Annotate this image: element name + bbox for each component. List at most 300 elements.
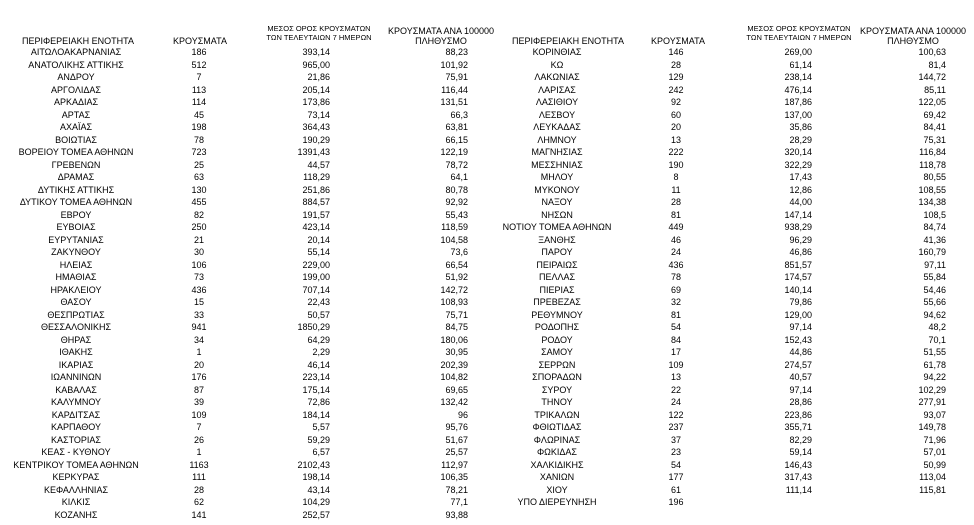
left-rate-per-100k-value: 95,76 <box>445 422 468 432</box>
header-rate-right-1: ΚΡΟΥΣΜΑΤΑ ΑΝΑ 100000 <box>860 26 966 36</box>
left-avg-7day-value: 251,86 <box>302 184 330 195</box>
right-rate-per-100k-value: 71,96 <box>923 434 946 445</box>
table-row <box>0 209 974 222</box>
right-region-name: ΥΠΟ ΔΙΕΡΕΥΝΗΣΗ <box>517 497 597 507</box>
right-region-name: ΦΘΙΩΤΙΔΑΣ <box>532 422 582 432</box>
table-row <box>0 159 974 172</box>
table-row <box>0 46 974 59</box>
right-cases-value: 81 <box>670 209 681 220</box>
table-row <box>0 109 974 122</box>
right-region-name: ΤΡΙΚΑΛΩΝ <box>534 409 580 420</box>
left-cases-value: 176 <box>191 372 207 382</box>
left-cases-value: 39 <box>193 397 204 407</box>
left-rate-per-100k-value: 108,93 <box>440 297 468 307</box>
left-rate-per-100k-value: 78,21 <box>445 484 468 495</box>
left-avg-7day-value: 50,57 <box>307 309 330 320</box>
right-rate-per-100k-value: 160,79 <box>918 247 946 257</box>
right-region-name: ΜΑΓΝΗΣΙΑΣ <box>531 147 583 157</box>
right-avg-7day-value: 79,86 <box>789 297 812 307</box>
left-rate-per-100k-value: 55,43 <box>445 209 468 220</box>
left-rate-per-100k-value: 78,72 <box>445 159 468 170</box>
left-rate-per-100k-value: 73,6 <box>450 247 468 257</box>
right-cases-value: 81 <box>670 309 681 320</box>
table-row <box>0 459 974 472</box>
header-cases-right: ΚΡΟΥΣΜΑΤΑ <box>651 36 705 46</box>
table-row <box>0 434 974 447</box>
left-cases-value: 113 <box>191 84 207 95</box>
left-cases-value: 941 <box>191 322 207 332</box>
left-avg-7day-value: 20,14 <box>307 234 330 245</box>
left-region-name: ΗΛΕΙΑΣ <box>59 259 93 270</box>
table-row <box>0 184 974 197</box>
table-row <box>0 71 974 84</box>
right-region-name: ΝΟΤΙΟΥ ΤΟΜΕΑ ΑΘΗΝΩΝ <box>502 222 612 232</box>
left-cases-value: 111 <box>192 472 206 482</box>
left-rate-per-100k-value: 75,71 <box>445 309 468 320</box>
right-avg-7day-value: 97,14 <box>789 322 812 332</box>
left-cases-value: 20 <box>193 359 204 370</box>
right-avg-7day-value: 322,29 <box>784 159 812 170</box>
right-region-name: ΧΑΝΙΩΝ <box>539 472 575 482</box>
left-region-name: ΘΕΣΠΡΩΤΙΑΣ <box>47 309 105 320</box>
right-rate-per-100k-value: 149,78 <box>918 422 946 432</box>
left-region-name: ΚΕΦΑΛΛΗΝΙΑΣ <box>43 484 109 495</box>
left-region-name: ΚΕΡΚΥΡΑΣ <box>52 472 100 482</box>
right-region-name: ΠΕΛΛΑΣ <box>538 272 576 282</box>
right-avg-7day-value: 140,14 <box>784 284 812 295</box>
right-avg-7day-value: 476,14 <box>784 84 812 95</box>
right-cases-value: 13 <box>670 134 681 145</box>
right-region-name: ΞΑΝΘΗΣ <box>538 234 576 245</box>
left-region-name: ΑΡΚΑΔΙΑΣ <box>53 97 99 107</box>
right-region-name: ΜΥΚΟΝΟΥ <box>534 184 580 195</box>
right-cases-value: 23 <box>670 447 681 457</box>
left-region-name: ΚΑΡΔΙΤΣΑΣ <box>51 409 101 420</box>
right-avg-7day-value: 238,14 <box>784 72 812 82</box>
left-avg-7day-value: 55,14 <box>307 247 330 257</box>
left-cases-value: 130 <box>191 184 207 195</box>
left-region-name: ΗΡΑΚΛΕΙΟΥ <box>50 284 102 295</box>
left-region-name: ΑΧΑΪΑΣ <box>59 122 93 132</box>
right-region-name: ΣΕΡΡΩΝ <box>538 359 576 370</box>
right-rate-per-100k-value: 57,01 <box>923 447 946 457</box>
right-rate-per-100k-value: 100,63 <box>918 47 946 57</box>
right-cases-value: 84 <box>670 334 681 345</box>
header-avg-left-2: ΤΩΝ ΤΕΛΕΥΤΑΙΩΝ 7 ΗΜΕΡΩΝ <box>266 33 372 42</box>
left-rate-per-100k-value: 118,59 <box>441 222 468 232</box>
table-row <box>0 84 974 97</box>
header-region-left: ΠΕΡΙΦΕΡΕΙΑΚΗ ΕΝΟΤΗΤΑ <box>21 36 135 46</box>
right-avg-7day-value: 129,00 <box>784 309 812 320</box>
right-avg-7day-value: 187,86 <box>784 97 812 107</box>
left-avg-7day-value: 423,14 <box>302 222 330 232</box>
left-cases-value: 73 <box>193 272 204 282</box>
left-avg-7day-value: 252,57 <box>302 509 330 520</box>
right-cases-value: 22 <box>670 384 681 395</box>
right-avg-7day-value: 17,43 <box>789 172 812 182</box>
table-row <box>0 234 974 247</box>
left-region-name: ΒΟΙΩΤΙΑΣ <box>55 134 97 145</box>
right-avg-7day-value: 97,14 <box>789 384 812 395</box>
left-rate-per-100k-value: 131,51 <box>440 97 468 107</box>
left-rate-per-100k-value: 75,91 <box>445 72 468 82</box>
right-cases-value: 69 <box>670 284 681 295</box>
right-region-name: ΣΑΜΟΥ <box>541 347 573 357</box>
left-region-name: ΚΕΝΤΡΙΚΟΥ ΤΟΜΕΑ ΑΘΗΝΩΝ <box>13 459 139 470</box>
right-region-name: ΛΑΡΙΣΑΣ <box>538 84 576 95</box>
left-cases-value: 7 <box>196 422 202 432</box>
left-avg-7day-value: 46,14 <box>307 359 330 370</box>
left-avg-7day-value: 184,14 <box>302 409 330 420</box>
right-region-name: ΡΟΔΟΠΗΣ <box>534 322 580 332</box>
left-avg-7day-value: 190,29 <box>302 134 330 145</box>
left-avg-7day-value: 223,14 <box>302 372 330 382</box>
table-row <box>0 246 974 259</box>
right-region-name: ΠΕΙΡΑΙΩΣ <box>536 259 578 270</box>
right-avg-7day-value: 269,00 <box>784 47 812 57</box>
table-row <box>0 384 974 397</box>
header-avg-left-1: ΜΕΣΟΣ ΟΡΟΣ ΚΡΟΥΣΜΑΤΩΝ <box>267 24 371 33</box>
left-rate-per-100k-value: 88,23 <box>445 47 468 57</box>
left-avg-7day-value: 72,86 <box>307 397 330 407</box>
right-rate-per-100k-value: 84,41 <box>923 122 946 132</box>
right-cases-value: 13 <box>670 372 681 382</box>
right-avg-7day-value: 851,57 <box>784 259 812 270</box>
left-cases-value: 78 <box>193 134 204 145</box>
right-region-name: ΣΥΡΟΥ <box>541 384 573 395</box>
right-rate-per-100k-value: 41,36 <box>923 234 946 245</box>
header-rate-left-2: ΠΛΗΘΥΣΜΟ <box>415 36 467 46</box>
header-rate-left-1: ΚΡΟΥΣΜΑΤΑ ΑΝΑ 100000 <box>388 26 494 36</box>
table-row <box>0 396 974 409</box>
left-region-name: ΘΑΣΟΥ <box>60 297 92 307</box>
left-cases-value: 7 <box>196 72 202 82</box>
left-cases-value: 33 <box>193 309 204 320</box>
right-cases-value: 24 <box>670 397 681 407</box>
left-region-name: ΕΒΡΟΥ <box>60 209 92 220</box>
right-cases-value: 177 <box>668 472 684 482</box>
left-cases-value: 250 <box>191 222 207 232</box>
right-avg-7day-value: 59,14 <box>789 447 812 457</box>
table-row <box>0 321 974 334</box>
right-rate-per-100k-value: 93,07 <box>923 409 946 420</box>
left-rate-per-100k-value: 51,92 <box>445 272 468 282</box>
right-rate-per-100k-value: 85,11 <box>924 84 946 95</box>
right-avg-7day-value: 61,14 <box>789 59 812 70</box>
right-cases-value: 449 <box>668 222 684 232</box>
right-cases-value: 24 <box>670 247 681 257</box>
right-region-name: ΛΕΥΚΑΔΑΣ <box>533 122 581 132</box>
right-rate-per-100k-value: 51,55 <box>923 347 946 357</box>
header-cases-left: ΚΡΟΥΣΜΑΤΑ <box>173 36 227 46</box>
right-avg-7day-value: 44,00 <box>789 197 812 207</box>
left-rate-per-100k-value: 96 <box>457 409 468 420</box>
left-avg-7day-value: 175,14 <box>302 384 330 395</box>
right-rate-per-100k-value: 81,4 <box>928 59 946 70</box>
right-avg-7day-value: 355,71 <box>784 422 812 432</box>
left-cases-value: 15 <box>193 297 204 307</box>
right-avg-7day-value: 146,43 <box>784 459 812 470</box>
data-table <box>0 46 974 521</box>
left-rate-per-100k-value: 104,82 <box>440 372 468 382</box>
right-cases-value: 129 <box>668 72 684 82</box>
left-avg-7day-value: 2102,43 <box>297 459 330 470</box>
right-rate-per-100k-value: 122,05 <box>918 97 946 107</box>
left-region-name: ΚΟΖΑΝΗΣ <box>54 509 98 520</box>
header-rate-right-2: ΠΛΗΘΥΣΜΟ <box>887 36 939 46</box>
right-region-name: ΛΕΣΒΟΥ <box>538 109 576 120</box>
right-cases-value: 17 <box>670 347 681 357</box>
table-row <box>0 59 974 72</box>
left-region-name: ΑΡΓΟΛΙΔΑΣ <box>51 84 101 95</box>
left-cases-value: 1 <box>196 347 202 357</box>
left-avg-7day-value: 5,57 <box>312 422 330 432</box>
left-avg-7day-value: 64,29 <box>307 334 330 345</box>
right-region-name: ΦΩΚΙΔΑΣ <box>537 447 577 457</box>
right-region-name: ΦΛΩΡΙΝΑΣ <box>533 434 581 445</box>
right-rate-per-100k-value: 94,22 <box>923 372 946 382</box>
left-avg-7day-value: 59,29 <box>307 434 330 445</box>
right-cases-value: 122 <box>668 409 684 420</box>
right-rate-per-100k-value: 277,91 <box>918 397 946 407</box>
right-rate-per-100k-value: 50,99 <box>923 459 946 470</box>
right-rate-per-100k-value: 108,5 <box>923 209 946 220</box>
left-avg-7day-value: 965,00 <box>302 59 330 70</box>
right-rate-per-100k-value: 84,74 <box>923 222 946 232</box>
left-cases-value: 109 <box>191 409 207 420</box>
left-region-name: ΔΥΤΙΚΟΥ ΤΟΜΕΑ ΑΘΗΝΩΝ <box>19 197 133 207</box>
table-row <box>0 446 974 459</box>
right-region-name: ΧΑΛΚΙΔΙΚΗΣ <box>530 459 584 470</box>
left-avg-7day-value: 198,14 <box>302 472 330 482</box>
right-cases-value: 28 <box>670 59 681 70</box>
table-row <box>0 296 974 309</box>
left-rate-per-100k-value: 66,3 <box>450 109 468 120</box>
right-rate-per-100k-value: 102,29 <box>918 384 946 395</box>
left-region-name: ΕΥΒΟΙΑΣ <box>56 222 96 232</box>
left-region-name: ΔΥΤΙΚΗΣ ΑΤΤΙΚΗΣ <box>37 184 115 195</box>
right-avg-7day-value: 35,86 <box>789 122 812 132</box>
right-avg-7day-value: 223,86 <box>784 409 812 420</box>
left-avg-7day-value: 364,43 <box>302 122 330 132</box>
right-rate-per-100k-value: 113,04 <box>919 472 946 482</box>
left-avg-7day-value: 199,00 <box>302 272 330 282</box>
right-rate-per-100k-value: 134,38 <box>918 197 946 207</box>
right-rate-per-100k-value: 115,81 <box>919 484 946 495</box>
left-avg-7day-value: 1850,29 <box>297 322 330 332</box>
header-region-right: ΠΕΡΙΦΕΡΕΙΑΚΗ ΕΝΟΤΗΤΑ <box>511 36 625 46</box>
right-region-name: ΠΙΕΡΙΑΣ <box>539 284 575 295</box>
right-avg-7day-value: 96,29 <box>789 234 812 245</box>
left-avg-7day-value: 43,14 <box>307 484 330 495</box>
left-region-name: ΔΡΑΜΑΣ <box>57 172 95 182</box>
left-rate-per-100k-value: 80,78 <box>445 184 468 195</box>
left-avg-7day-value: 191,57 <box>302 209 330 220</box>
left-cases-value: 87 <box>193 384 204 395</box>
right-avg-7day-value: 82,29 <box>789 434 812 445</box>
right-avg-7day-value: 46,86 <box>789 247 812 257</box>
table-row <box>0 96 974 109</box>
left-region-name: ΙΩΑΝΝΙΝΩΝ <box>50 372 102 382</box>
right-region-name: ΜΕΣΣΗΝΙΑΣ <box>531 159 583 170</box>
right-cases-value: 28 <box>670 197 681 207</box>
left-avg-7day-value: 21,86 <box>307 72 330 82</box>
left-rate-per-100k-value: 142,72 <box>440 284 468 295</box>
left-cases-value: 198 <box>191 122 207 132</box>
table-row <box>0 121 974 134</box>
right-cases-value: 78 <box>670 272 681 282</box>
table-row <box>0 509 974 522</box>
right-region-name: ΝΗΣΩΝ <box>541 209 573 220</box>
table-row <box>0 496 974 509</box>
left-rate-per-100k-value: 51,67 <box>445 434 468 445</box>
right-cases-value: 190 <box>668 159 684 170</box>
table-row <box>0 346 974 359</box>
left-region-name: ΑΝΑΤΟΛΙΚΗΣ ΑΤΤΙΚΗΣ <box>28 59 124 70</box>
left-rate-per-100k-value: 30,95 <box>445 347 468 357</box>
left-region-name: ΚΑΣΤΟΡΙΑΣ <box>51 434 101 445</box>
table-row <box>0 134 974 147</box>
right-avg-7day-value: 40,57 <box>789 372 812 382</box>
table-row <box>0 196 974 209</box>
right-avg-7day-value: 317,43 <box>784 472 812 482</box>
left-rate-per-100k-value: 101,92 <box>440 59 468 70</box>
right-rate-per-100k-value: 61,78 <box>923 359 946 370</box>
right-cases-value: 92 <box>670 97 681 107</box>
left-region-name: ΑΙΤΩΛΟΑΚΑΡΝΑΝΙΑΣ <box>30 47 122 57</box>
right-cases-value: 11 <box>671 184 681 195</box>
right-cases-value: 436 <box>668 259 684 270</box>
left-rate-per-100k-value: 202,39 <box>440 359 468 370</box>
left-avg-7day-value: 104,29 <box>302 497 330 507</box>
left-rate-per-100k-value: 63,81 <box>445 122 468 132</box>
left-region-name: ΘΗΡΑΣ <box>60 334 92 345</box>
left-region-name: ΒΟΡΕΙΟΥ ΤΟΜΕΑ ΑΘΗΝΩΝ <box>18 147 134 157</box>
left-region-name: ΙΚΑΡΙΑΣ <box>58 359 94 370</box>
left-region-name: ΑΝΔΡΟΥ <box>57 72 95 82</box>
left-cases-value: 436 <box>191 284 207 295</box>
right-cases-value: 20 <box>670 122 681 132</box>
table-row <box>0 359 974 372</box>
left-cases-value: 30 <box>193 247 204 257</box>
left-rate-per-100k-value: 116,44 <box>441 84 468 95</box>
right-avg-7day-value: 44,86 <box>789 347 812 357</box>
left-avg-7day-value: 1391,43 <box>297 147 330 157</box>
left-rate-per-100k-value: 66,15 <box>445 134 468 145</box>
right-cases-value: 242 <box>668 84 684 95</box>
right-rate-per-100k-value: 94,62 <box>923 309 946 320</box>
left-avg-7day-value: 884,57 <box>302 197 330 207</box>
right-cases-value: 54 <box>670 322 681 332</box>
left-cases-value: 455 <box>191 197 207 207</box>
header-avg-right-1: ΜΕΣΟΣ ΟΡΟΣ ΚΡΟΥΣΜΑΤΩΝ <box>747 24 851 33</box>
left-cases-value: 28 <box>193 484 204 495</box>
left-cases-value: 21 <box>193 234 204 245</box>
right-region-name: ΤΗΝΟΥ <box>541 397 573 407</box>
left-rate-per-100k-value: 64,1 <box>450 172 468 182</box>
table-row <box>0 171 974 184</box>
header-avg-right-2: ΤΩΝ ΤΕΛΕΥΤΑΙΩΝ 7 ΗΜΕΡΩΝ <box>746 33 852 42</box>
left-avg-7day-value: 205,14 <box>302 84 330 95</box>
left-region-name: ΚΙΛΚΙΣ <box>61 497 91 507</box>
right-rate-per-100k-value: 118,78 <box>919 159 946 170</box>
right-cases-value: 146 <box>668 47 684 57</box>
left-cases-value: 34 <box>193 334 204 345</box>
left-rate-per-100k-value: 66,54 <box>445 259 468 270</box>
left-avg-7day-value: 118,29 <box>303 172 330 182</box>
left-rate-per-100k-value: 106,35 <box>440 472 468 482</box>
table-row <box>0 371 974 384</box>
left-region-name: ΖΑΚΥΝΘΟΥ <box>51 247 101 257</box>
right-rate-per-100k-value: 144,72 <box>918 72 946 82</box>
left-avg-7day-value: 229,00 <box>302 259 330 270</box>
right-avg-7day-value: 111,14 <box>785 484 812 495</box>
table-row <box>0 271 974 284</box>
right-cases-value: 61 <box>670 484 681 495</box>
right-cases-value: 237 <box>668 422 684 432</box>
left-rate-per-100k-value: 84,75 <box>445 322 468 332</box>
left-rate-per-100k-value: 69,65 <box>445 384 468 395</box>
left-cases-value: 1 <box>196 447 202 457</box>
left-cases-value: 723 <box>191 147 207 157</box>
left-avg-7day-value: 6,57 <box>312 447 330 457</box>
left-avg-7day-value: 707,14 <box>302 284 330 295</box>
right-cases-value: 109 <box>668 359 684 370</box>
table-row <box>0 259 974 272</box>
table-row <box>0 146 974 159</box>
right-cases-value: 37 <box>670 434 681 445</box>
left-cases-value: 62 <box>193 497 204 507</box>
table-row <box>0 421 974 434</box>
right-rate-per-100k-value: 69,42 <box>923 109 946 120</box>
right-region-name: ΚΩ <box>550 59 564 70</box>
left-rate-per-100k-value: 93,88 <box>445 509 468 520</box>
right-region-name: ΛΗΜΝΟΥ <box>537 134 577 145</box>
right-region-name: ΝΑΞΟΥ <box>541 197 573 207</box>
left-avg-7day-value: 2,29 <box>312 347 330 357</box>
left-region-name: ΕΥΡΥΤΑΝΙΑΣ <box>48 234 104 245</box>
left-avg-7day-value: 44,57 <box>307 159 330 170</box>
right-avg-7day-value: 12,86 <box>789 184 812 195</box>
right-cases-value: 222 <box>668 147 684 157</box>
right-region-name: ΚΟΡΙΝΘΙΑΣ <box>532 47 582 57</box>
right-region-name: ΠΡΕΒΕΖΑΣ <box>533 297 581 307</box>
right-rate-per-100k-value: 54,46 <box>923 284 946 295</box>
right-cases-value: 60 <box>670 109 681 120</box>
table-row <box>0 484 974 497</box>
left-rate-per-100k-value: 77,1 <box>450 497 468 507</box>
left-region-name: ΓΡΕΒΕΝΩΝ <box>51 159 101 170</box>
right-region-name: ΠΑΡΟΥ <box>541 247 573 257</box>
right-cases-value: 8 <box>673 172 679 182</box>
right-cases-value: 54 <box>670 459 681 470</box>
left-rate-per-100k-value: 112,97 <box>441 459 468 470</box>
left-cases-value: 25 <box>193 159 204 170</box>
left-region-name: ΚΑΡΠΑΘΟΥ <box>50 422 102 432</box>
left-cases-value: 45 <box>193 109 204 120</box>
right-region-name: ΡΕΘΥΜΝΟΥ <box>531 309 583 320</box>
table-row <box>0 409 974 422</box>
left-cases-value: 63 <box>193 172 204 182</box>
right-region-name: ΡΟΔΟΥ <box>541 334 573 345</box>
left-avg-7day-value: 22,43 <box>307 297 330 307</box>
table-row <box>0 284 974 297</box>
left-region-name: ΗΜΑΘΙΑΣ <box>55 272 97 282</box>
left-avg-7day-value: 73,14 <box>307 109 330 120</box>
right-cases-value: 46 <box>670 234 681 245</box>
right-avg-7day-value: 174,57 <box>784 272 812 282</box>
right-rate-per-100k-value: 70,1 <box>928 334 946 345</box>
